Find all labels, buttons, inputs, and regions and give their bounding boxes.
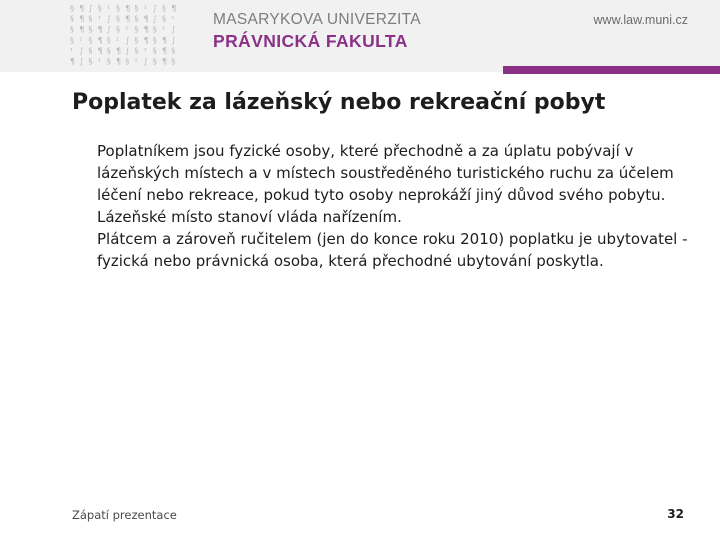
svg-text:∫: ∫ (152, 14, 157, 24)
faculty-name: PRÁVNICKÁ FAKULTA (213, 31, 408, 51)
svg-text:§: § (134, 14, 139, 24)
svg-text:¶: ¶ (97, 35, 103, 45)
svg-text:¹: ¹ (79, 35, 83, 45)
svg-text:∫: ∫ (106, 14, 111, 24)
svg-text:§: § (106, 46, 111, 56)
svg-text:¶: ¶ (79, 25, 85, 35)
svg-text:¶: ¶ (79, 14, 85, 24)
svg-text:¶: ¶ (125, 14, 131, 24)
svg-text:§: § (88, 35, 93, 45)
svg-text:§: § (171, 57, 176, 66)
site-url[interactable]: www.law.muni.cz (593, 13, 688, 27)
svg-text:∫: ∫ (79, 57, 84, 66)
svg-text:¹: ¹ (125, 25, 129, 35)
svg-text:§: § (152, 35, 157, 45)
svg-text:¶: ¶ (116, 57, 122, 66)
svg-text:¶: ¶ (171, 4, 177, 13)
law-symbols-pattern-icon (68, 2, 180, 68)
svg-text:§: § (97, 4, 102, 13)
page-number: 32 (667, 507, 684, 521)
svg-text:§: § (125, 57, 130, 66)
university-name: MASARYKOVA UNIVERZITA (213, 11, 421, 28)
svg-text:¶: ¶ (162, 35, 168, 45)
body-paragraph: Poplatníkem jsou fyzické osoby, které přechodně a za úplatu pobývají v lázeňských místech a v místech soustředěného turistického ruchu za účelem léčení nebo rekreace, pokud tyto osoby neprokáží jiný důvod svého pobytu. (97, 142, 674, 204)
svg-text:¶: ¶ (70, 57, 76, 66)
svg-text:§: § (134, 4, 139, 13)
svg-text:∫: ∫ (152, 4, 157, 13)
svg-text:¶: ¶ (162, 46, 168, 56)
svg-text:¹: ¹ (143, 4, 147, 13)
svg-text:¶: ¶ (162, 57, 168, 66)
svg-text:¶: ¶ (116, 46, 122, 56)
svg-text:∫: ∫ (171, 35, 176, 45)
slide-header (0, 0, 720, 72)
svg-text:§: § (116, 4, 120, 13)
svg-text:§: § (88, 57, 93, 66)
svg-text:§: § (70, 14, 74, 24)
svg-text:¹: ¹ (97, 57, 101, 66)
svg-text:∫: ∫ (125, 35, 130, 45)
svg-text:§: § (134, 25, 139, 35)
svg-text:§: § (70, 4, 74, 13)
svg-text:¶: ¶ (97, 46, 103, 56)
slide-title: Poplatek za lázeňský nebo rekreační pobyt (72, 90, 606, 115)
svg-text:¹: ¹ (97, 14, 101, 24)
svg-text:¹: ¹ (171, 14, 175, 24)
svg-text:§: § (152, 46, 157, 56)
svg-text:¶: ¶ (79, 4, 85, 13)
svg-text:§: § (171, 46, 176, 56)
svg-text:§: § (70, 35, 74, 45)
body-paragraph: Plátcem a zároveň ručitelem (jen do konce roku 2010) poplatku je ubytovatel - fyzická nebo právnická osoba, která přechodné ubytování poskytla. (97, 230, 688, 270)
svg-text:§: § (116, 25, 120, 35)
svg-text:¶: ¶ (125, 4, 131, 13)
svg-text:§: § (88, 46, 93, 56)
svg-text:§: § (88, 25, 93, 35)
svg-text:¹: ¹ (116, 35, 120, 45)
svg-text:§: § (70, 25, 74, 35)
svg-text:§: § (152, 57, 157, 66)
svg-text:∫: ∫ (79, 46, 84, 56)
svg-text:§: § (134, 46, 139, 56)
body-paragraph: Lázeňské místo stanoví vláda nařízením. (97, 208, 402, 226)
svg-text:§: § (162, 14, 166, 24)
svg-text:∫: ∫ (171, 25, 176, 35)
footer-text: Zápatí prezentace (72, 508, 177, 522)
svg-text:¹: ¹ (162, 25, 166, 35)
svg-text:¶: ¶ (143, 35, 149, 45)
svg-text:§: § (116, 14, 120, 24)
svg-text:¹: ¹ (143, 46, 147, 56)
svg-text:∫: ∫ (88, 4, 93, 13)
svg-text:§: § (162, 4, 166, 13)
svg-text:§: § (134, 35, 139, 45)
svg-text:¹: ¹ (134, 57, 138, 66)
svg-text:¶: ¶ (97, 25, 103, 35)
svg-text:¹: ¹ (106, 4, 111, 13)
svg-text:§: § (152, 25, 157, 35)
svg-text:¶: ¶ (143, 14, 149, 24)
svg-text:¹: ¹ (70, 46, 74, 56)
svg-text:∫: ∫ (106, 25, 111, 35)
svg-text:§: § (106, 57, 111, 66)
accent-bar (503, 66, 720, 74)
svg-text:¶: ¶ (143, 25, 149, 35)
svg-text:§: § (88, 14, 93, 24)
svg-text:§: § (106, 35, 111, 45)
svg-text:∫: ∫ (143, 57, 148, 66)
svg-text:∫: ∫ (125, 46, 130, 56)
slide-body (97, 140, 697, 272)
